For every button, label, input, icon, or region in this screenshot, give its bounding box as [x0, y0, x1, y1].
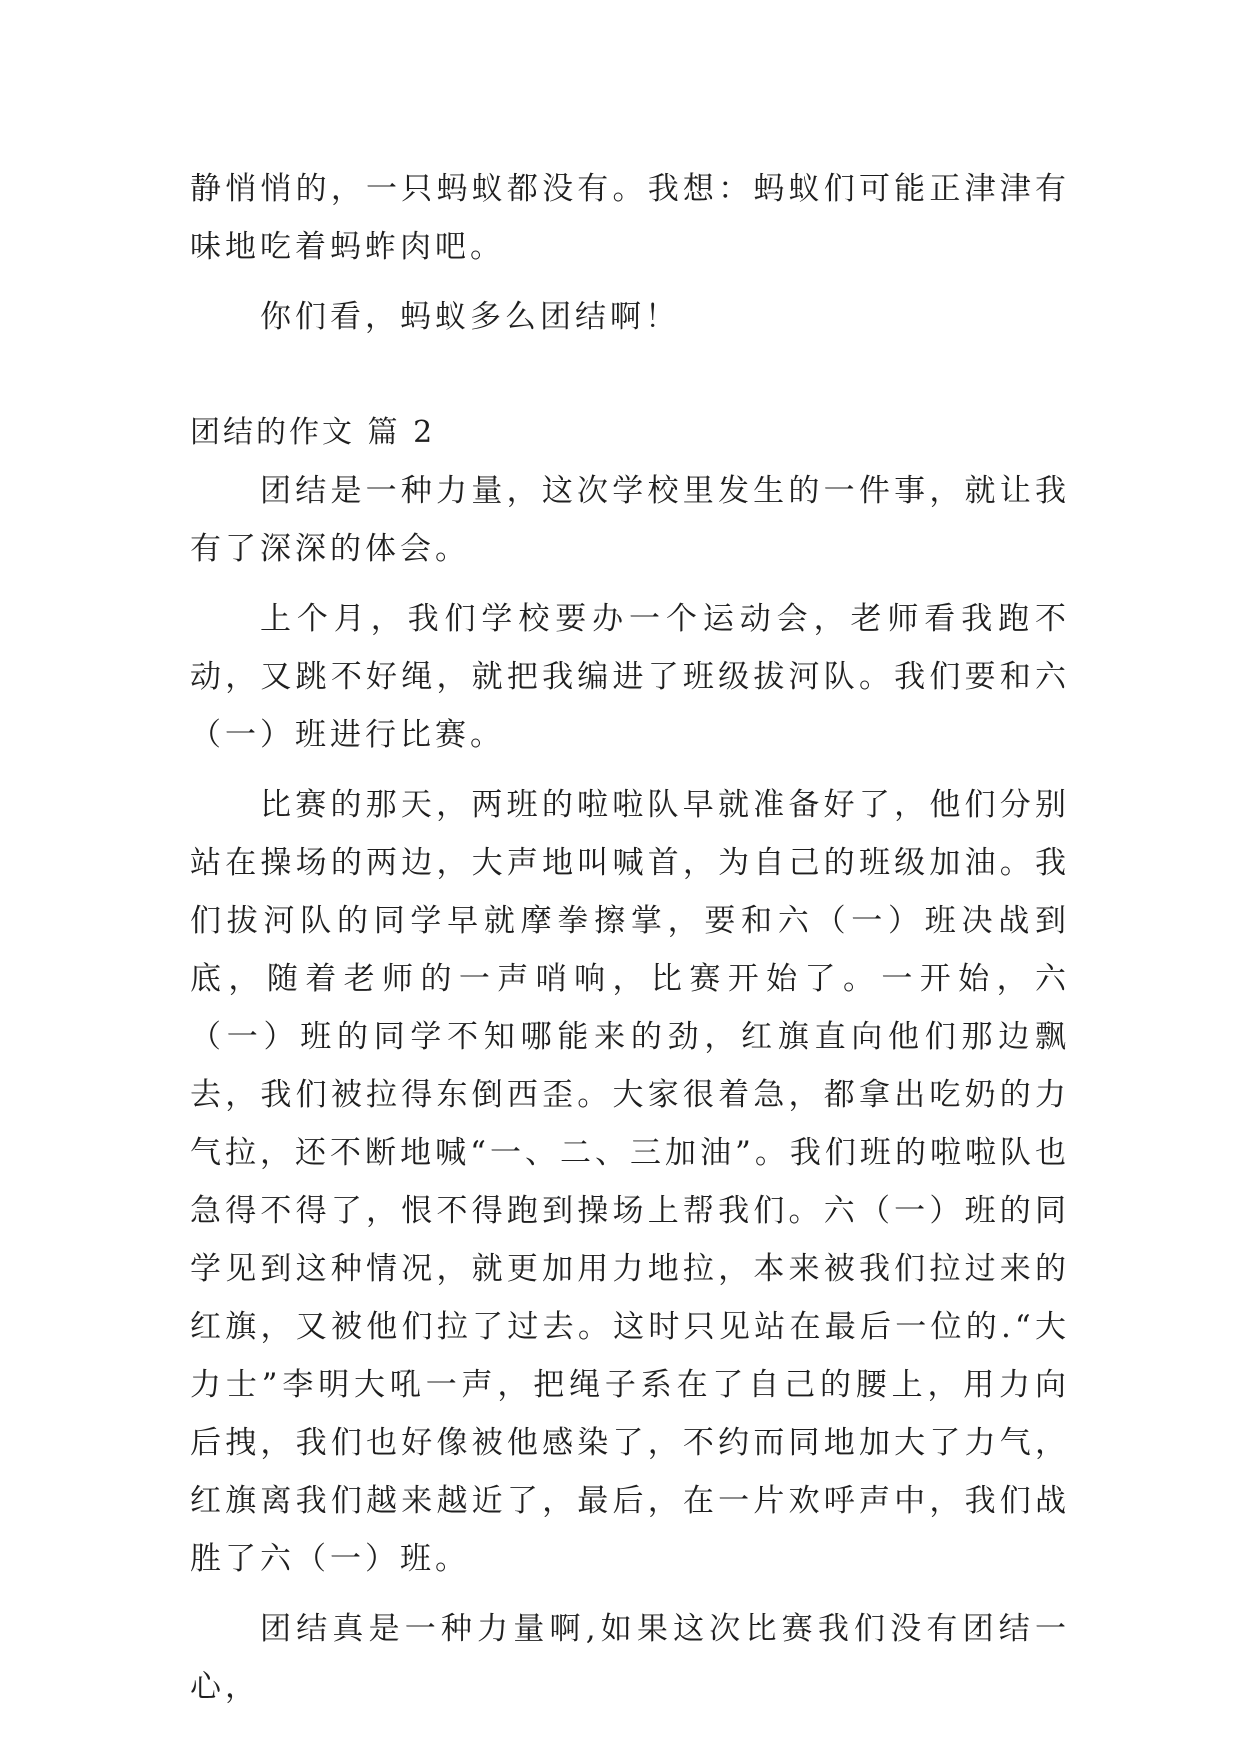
paragraph-background: 上个月，我们学校要办一个运动会，老师看我跑不动，又跳不好绳，就把我编进了班级拔河队。我们要和六（一）班进行比赛。: [190, 601, 1070, 753]
paragraph-reflection: 团结真是一种力量啊,如果这次比赛我们没有团结一心，: [190, 1611, 1070, 1705]
section-title: 团结的作文 篇 2: [190, 415, 436, 450]
paragraph-conclusion: 你们看，蚂蚁多么团结啊！: [260, 299, 680, 335]
document-body: [190, 160, 1070, 1716]
paragraph-opening: 团结是一种力量，这次学校里发生的一件事，就让我有了深深的体会。: [190, 473, 1070, 567]
paragraph-continued: 静悄悄的，一只蚂蚁都没有。我想：蚂蚁们可能正津津有味地吃着蚂蚱肉吧。: [190, 171, 1070, 265]
paragraph-competition: 比赛的那天，两班的啦啦队早就准备好了，他们分别站在操场的两边，大声地叫喊首，为自己的班级加油。我们拔河队的同学早就摩拳擦掌，要和六（一）班决战到底，随着老师的一声哨响，比赛开始了。一开始，六（一）班的同学不知哪能来的劲，红旗直向他们那边飘去，我们被拉得东倒西歪。大家很着急，都拿出吃奶的力气拉，还不断地喊“一、二、三加油”。我们班的啦啦队也急得不得了，恨不得跑到操场上帮我们。六（一）班的同学见到这种情况，就更加用力地拉，本来被我们拉过来的红旗，又被他们拉了过去。这时只见站在最后一位的.“大力士”李明大吼一声，把绳子系在了自己的腰上，用力向后拽，我们也好像被他感染了，不约而同地加大了力气，红旗离我们越来越近了，最后，在一片欢呼声中，我们战胜了六（一）班。: [190, 787, 1070, 1577]
